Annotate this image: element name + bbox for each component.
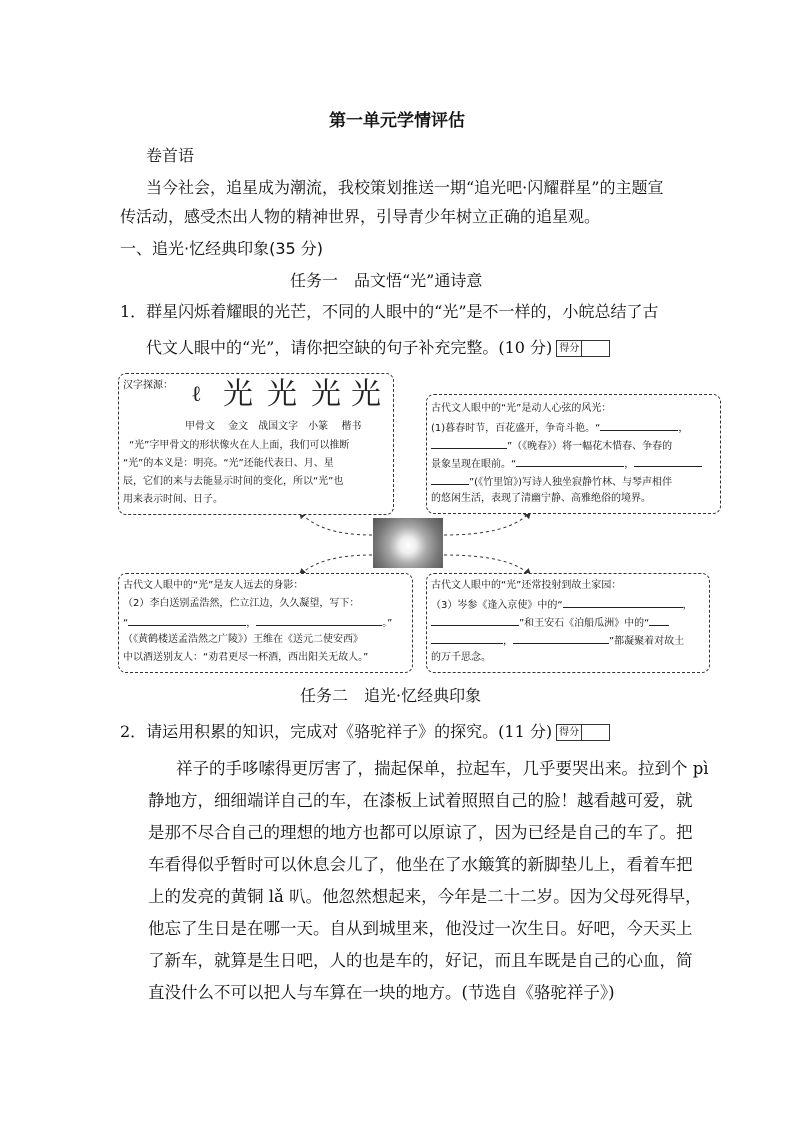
friend-line-5: 中以酒送别友人：“劝君更尽一杯酒，西出阳关无故人。” — [123, 652, 369, 663]
oracle-glyph-icon: ℓ — [191, 382, 200, 407]
passage-line-7: 了新车，就算是生日吧，人的也是车的，好记，而且车既是自己的心血，简 — [148, 951, 693, 970]
blank-6[interactable] — [128, 614, 246, 626]
blank-7[interactable] — [256, 614, 382, 626]
bronze-glyph: 光 — [223, 377, 253, 412]
passage-line-2: 静地方，细细端详自己的车，在漆板上试着照照自己的脸！越看越可爱，就 — [148, 791, 693, 810]
scenery-line-6: 的悠闲生活，表现了清幽宁静、高雅绝俗的境界。 — [431, 493, 651, 504]
passage-line-6: 他忘了生日是在哪一天。自从到城里来，他没过一次生日。好吧，今天买上 — [148, 919, 693, 938]
blank-8[interactable] — [563, 596, 683, 608]
question-1-line-1: 1．群星闪烁着耀眼的光芒，不同的人眼中的“光”是不一样的，小皖总结了古 — [120, 302, 659, 321]
friend-line-3: “ ， 。” — [123, 614, 392, 632]
passage-line-8: 直没什么不可以把人与车算在一块的地方。(节选自《骆驼祥子》) — [148, 983, 615, 1002]
origin-line-1: “光”字甲骨文的形状像火在人上面，我们可以推断 — [129, 440, 350, 451]
origin-line-2: “光”的本义是：明亮。“光”还能代表日、月、星 — [123, 458, 334, 469]
passage-line-4: 车看得似乎暂时可以休息会儿了，他坐在了水簸箕的新脚垫儿上，看着车把 — [148, 855, 693, 874]
score-box-2[interactable] — [556, 724, 610, 741]
box-character-origin — [118, 373, 394, 515]
light-image — [373, 518, 443, 568]
friend-line-2: （2）李白送别孟浩然，伫立江边，久久凝望，写下： — [123, 598, 360, 609]
blank-12[interactable] — [513, 632, 609, 644]
intro-heading: 卷首语 — [146, 146, 195, 165]
scenery-line-3: ”（《晚春》）将一幅花木惜春、争春的 — [431, 437, 672, 455]
origin-line-4: 用来表示时间、日子。 — [123, 494, 223, 505]
scenery-line-2: (1)暮春时节，百花盛开，争奇斗艳。“ ， — [431, 419, 688, 437]
question-2-line — [120, 722, 610, 742]
box-friend — [118, 573, 413, 673]
scenery-line-4: 景象呈现在眼前。“ ， — [431, 455, 702, 473]
blank-3[interactable] — [516, 455, 624, 467]
regular-glyph: 光 — [351, 377, 381, 412]
passage-line-5: 上的发亮的黄铜 lǎ 叭。他忽然想起来，今年是二十二岁。因为父母死得早， — [148, 887, 702, 906]
blank-10[interactable] — [649, 614, 669, 626]
origin-label: 汉字探源： — [123, 380, 173, 391]
task1-heading: 任务一 品文悟“光”通诗意 — [290, 271, 483, 290]
scenery-line-5: ”(《竹里馆》)写诗人独坐寂静竹林、与琴声相伴 — [431, 473, 672, 491]
passage-line-1: 祥子的手哆嗦得更厉害了，揣起保单，拉起车，几乎要哭出来。拉到个 pì — [176, 759, 709, 778]
home-line-2: （3）岑参《逢入京使》中的“ ， — [431, 596, 693, 614]
friend-line-4: （《黄鹤楼送孟浩然之广陵》）王维在《送元二使安西》 — [123, 634, 363, 645]
blank-4[interactable] — [634, 455, 702, 467]
blank-1[interactable] — [600, 419, 678, 431]
home-line-1: 古代文人眼中的“光”还常投射到故土家园： — [431, 580, 622, 591]
question-1-text: 代文人眼中的“光”，请你把空缺的句子补充完整。(10 分) — [146, 338, 553, 357]
section-heading: 一、追光·忆经典印象(35 分) — [120, 239, 324, 258]
blank-2[interactable] — [431, 437, 507, 449]
blank-11[interactable] — [431, 632, 503, 644]
score-label: 得分 — [557, 341, 582, 356]
passage-line-3: 是那不尽合自己的理想的地方也都可以原谅了，因为已经是自己的车了。把 — [148, 823, 693, 842]
intro-line-1: 当今社会，追星成为潮流，我校策划推送一期“追光吧·闪耀群星”的主题宣 — [146, 178, 664, 197]
question-2-text: 2．请运用积累的知识，完成对《骆驼祥子》的探究。(11 分) — [120, 722, 553, 741]
score-label-2: 得分 — [557, 725, 582, 740]
script-names: 甲骨文 金文 战国文字 小篆 楷书 — [185, 421, 362, 432]
warring-states-glyph: 光 — [267, 377, 297, 412]
home-line-3: ”和王安石《泊船瓜洲》中的“ — [431, 614, 669, 632]
task2-heading: 任务二 追光·忆经典印象 — [300, 686, 482, 705]
friend-line-1: 古代文人眼中的“光”是友人远去的身影： — [123, 580, 304, 591]
scenery-line-1: 古代文人眼中的“光”是动人心弦的风光： — [431, 403, 612, 414]
seal-glyph: 光 — [311, 377, 341, 412]
home-line-4: ， ”都凝聚着对故土 — [431, 632, 684, 650]
intro-line-2: 传活动，感受杰出人物的精神世界，引导青少年树立正确的追星观。 — [120, 207, 601, 226]
home-line-5: 的万千思念。 — [431, 652, 491, 663]
box-scenery — [426, 394, 721, 514]
blank-5[interactable] — [431, 473, 469, 485]
origin-line-3: 辰，它们的来与去能显示时间的变化，所以“光”也 — [123, 476, 344, 487]
page-title: 第一单元学情评估 — [329, 111, 465, 131]
blank-9[interactable] — [431, 614, 519, 626]
box-homeland — [426, 573, 710, 673]
